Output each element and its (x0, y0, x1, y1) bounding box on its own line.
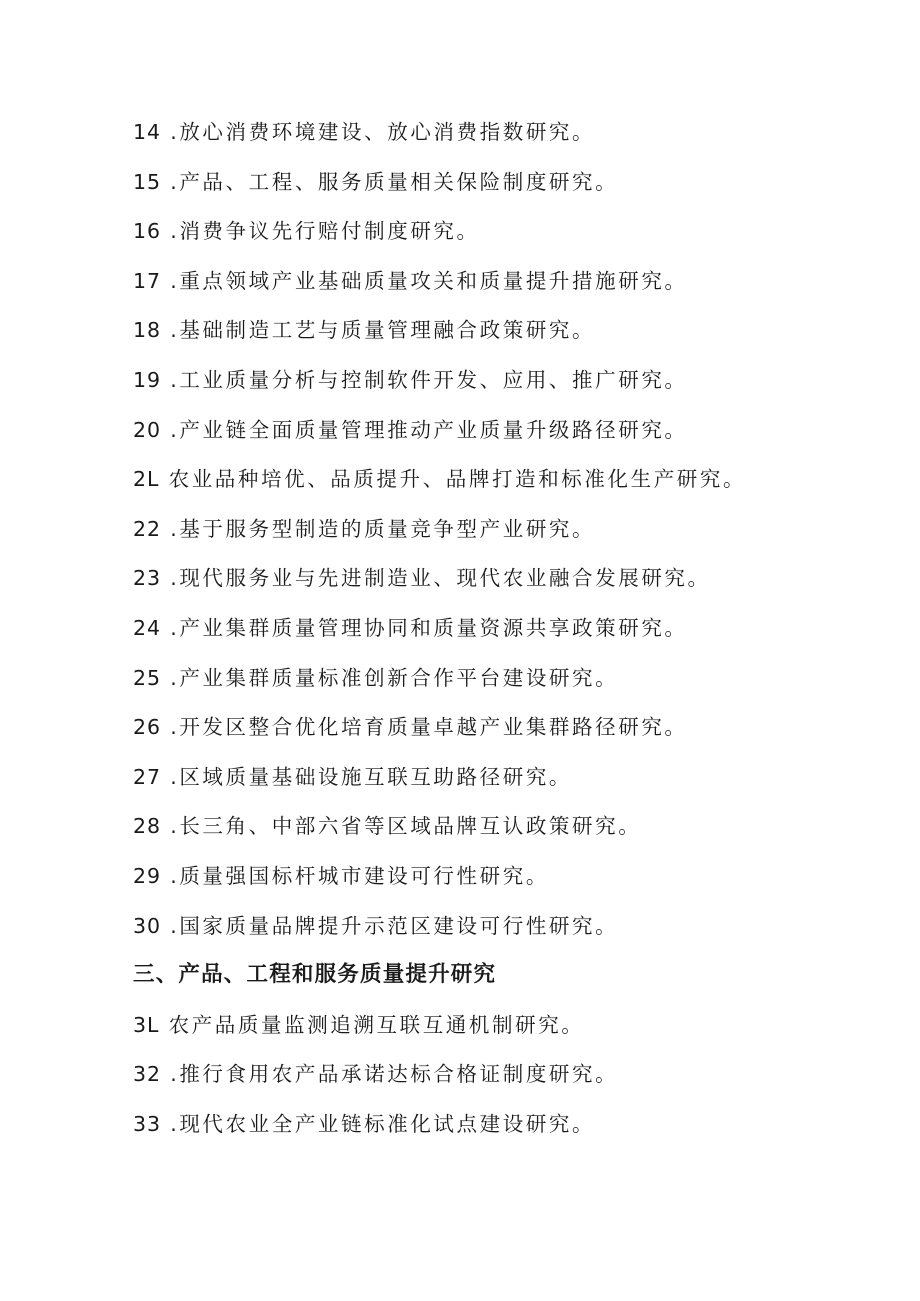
item-number: 30 (133, 913, 162, 938)
item-number: 24 (133, 615, 162, 640)
list-item (133, 509, 893, 559)
item-number: 29 (133, 863, 162, 888)
item-number: 16 (133, 219, 162, 244)
item-number: 25 (133, 665, 162, 690)
list-item (133, 707, 893, 757)
item-number: 17 (133, 268, 162, 293)
item-text: .产品、工程、服务质量相关保险制度研究。 (170, 169, 619, 194)
list-item (133, 1104, 893, 1154)
list-item (133, 459, 893, 509)
list-item (133, 261, 893, 311)
item-text: .推行食用农产品承诺达标合格证制度研究。 (170, 1062, 619, 1087)
item-text: 农产品质量监测追溯互联互通机制研究。 (168, 1012, 585, 1037)
list-item (133, 1005, 893, 1055)
item-text: .长三角、中部六省等区域品牌互认政策研究。 (170, 814, 642, 839)
item-number: 20 (133, 417, 162, 442)
item-text: .产业集群质量标准创新合作平台建设研究。 (170, 665, 619, 690)
list-item (133, 310, 893, 360)
item-number: 18 (133, 318, 162, 343)
list-item (133, 757, 893, 807)
list-item (133, 658, 893, 708)
section-heading: 三、产品、工程和服务质量提升研究 (133, 962, 497, 988)
item-number: 3L (133, 1012, 160, 1037)
item-text: .产业集群质量管理协同和质量资源共享政策研究。 (170, 615, 688, 640)
item-text: .放心消费环境建设、放心消费指数研究。 (170, 120, 596, 144)
list-item (133, 360, 893, 410)
item-text: .基于服务型制造的质量竞争型产业研究。 (170, 516, 596, 541)
item-text: .工业质量分析与控制软件开发、应用、推广研究。 (170, 367, 688, 392)
item-text: 农业品种培优、品质提升、品牌打造和标准化生产研究。 (168, 467, 747, 492)
item-text: .产业链全面质量管理推动产业质量升级路径研究。 (170, 417, 688, 442)
item-number: 28 (133, 814, 162, 839)
list-item (133, 211, 893, 261)
item-number: 26 (133, 715, 162, 740)
item-text: .基础制造工艺与质量管理融合政策研究。 (170, 318, 596, 343)
list-item (133, 410, 893, 460)
list-item (133, 806, 893, 856)
list-item (133, 162, 893, 212)
list-item (133, 906, 893, 956)
item-text: .质量强国标杆城市建设可行性研究。 (170, 863, 549, 888)
item-number: 14 (133, 120, 162, 144)
item-text: .消费争议先行赔付制度研究。 (170, 219, 480, 244)
list-item (133, 856, 893, 906)
item-text: .国家质量品牌提升示范区建设可行性研究。 (170, 913, 619, 938)
list-item (133, 608, 893, 658)
item-number: 15 (133, 169, 162, 194)
item-number: 23 (133, 566, 162, 591)
item-text: .现代农业全产业链标准化试点建设研究。 (170, 1111, 596, 1136)
item-text: .现代服务业与先进制造业、现代农业融合发展研究。 (170, 566, 711, 591)
item-number: 27 (133, 764, 162, 789)
item-number: 32 (133, 1062, 162, 1087)
item-text: .重点领域产业基础质量攻关和质量提升措施研究。 (170, 268, 688, 293)
list-item (133, 558, 893, 608)
item-number: 19 (133, 367, 162, 392)
list-item (133, 112, 893, 162)
item-number: 22 (133, 516, 162, 541)
document-page (133, 112, 893, 1153)
item-number: 33 (133, 1111, 162, 1136)
list-item (133, 1054, 893, 1104)
item-number: 2L (133, 467, 160, 492)
item-text: .区域质量基础设施互联互助路径研究。 (170, 764, 573, 789)
item-text: .开发区整合优化培育质量卓越产业集群路径研究。 (170, 715, 688, 740)
